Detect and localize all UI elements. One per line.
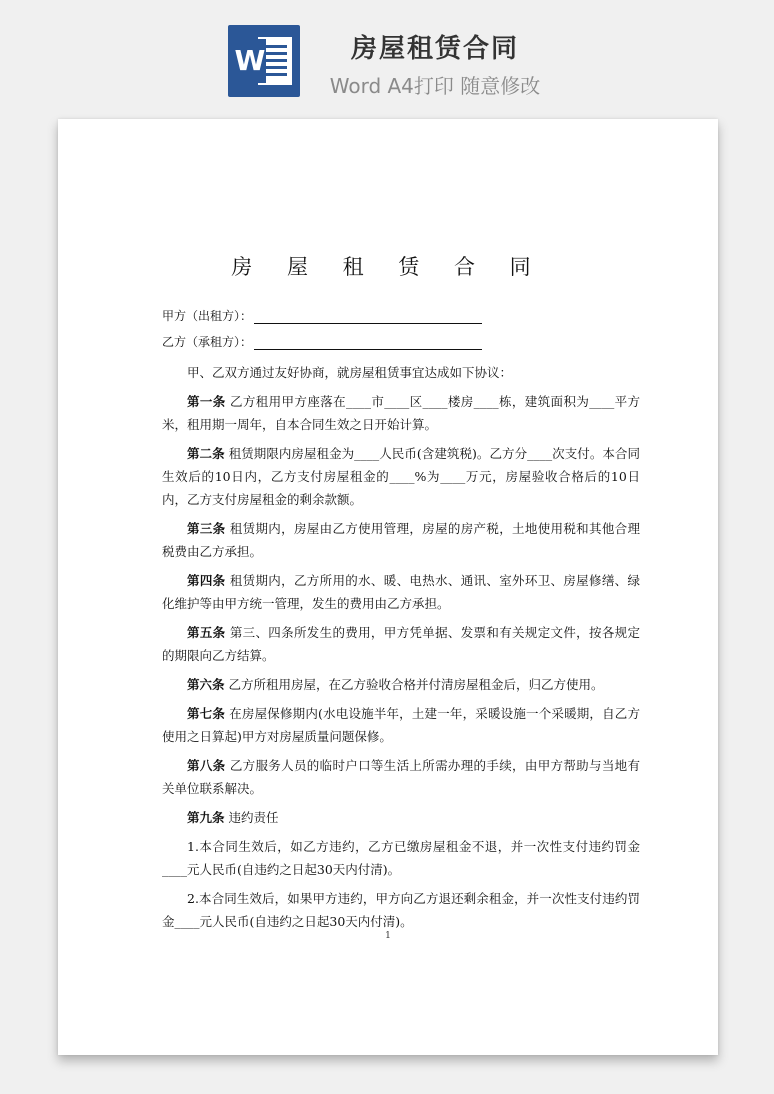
clause-7 — [162, 702, 640, 748]
item-2: 2.本合同生效后，如果甲方违约，甲方向乙方退还剩余租金，并一次性支付违约罚金____元人民币(自违约之日起30天内付清)。 — [162, 891, 640, 929]
party-b-blank — [254, 337, 482, 350]
clause-4 — [162, 569, 640, 615]
header-subtitle: Word A4打印 随意修改 — [329, 74, 541, 98]
clause-text: 租赁期内，房屋由乙方使用管理，房屋的房产税，土地使用税和其他合理税费由乙方承担。 — [162, 521, 640, 559]
intro-paragraph: 甲、乙双方通过友好协商，就房屋租赁事宜达成如下协议： — [187, 365, 513, 380]
clause-3 — [162, 517, 640, 563]
clause-9 — [162, 806, 640, 829]
party-a-blank — [254, 311, 482, 324]
page-number: 1 — [385, 931, 391, 941]
clause-label: 第三条 — [187, 521, 226, 536]
clause-text: 乙方服务人员的临时户口等生活上所需办理的手续，由甲方帮助与当地有关单位联系解决。 — [162, 758, 640, 796]
clause-2 — [162, 442, 640, 511]
clause-label: 第七条 — [187, 706, 226, 721]
document-title: 房 屋 租 赁 合 同 — [231, 255, 545, 279]
party-a-label: 甲方（出租方）： — [162, 309, 253, 323]
word-icon — [228, 25, 300, 97]
clause-8 — [162, 754, 640, 800]
clause-text: 乙方租用甲方座落在____市____区____楼房____栋，建筑面积为____平方米，租用期一周年，自本合同生效之日开始计算。 — [162, 394, 640, 432]
clause-6 — [162, 673, 640, 696]
clause-text: 乙方所租用房屋，在乙方验收合格并付清房屋租金后，归乙方使用。 — [228, 677, 604, 692]
clause-label: 第二条 — [187, 446, 225, 461]
clause-text: 租赁期限内房屋租金为____人民币(含建筑税)。乙方分____次支付。本合同生效后的10日内，乙方支付房屋租金的____%为____万元，房屋验收合格后的10日内，乙方支付房屋租金的剩余款额。 — [162, 446, 640, 507]
clause-label: 第九条 — [187, 810, 225, 825]
clause-label: 第一条 — [187, 394, 226, 409]
clause-label: 第四条 — [187, 573, 226, 588]
item-1: 1.本合同生效后，如乙方违约，乙方已缴房屋租金不退，并一次性支付违约罚金____元人民币(自违约之日起30天内付清)。 — [162, 839, 640, 877]
clause-label: 第六条 — [187, 677, 225, 692]
party-b-row — [162, 333, 482, 350]
clause-label: 第八条 — [187, 758, 226, 773]
clause-text: 第三、四条所发生的费用，甲方凭单据、发票和有关规定文件，按各规定的期限向乙方结算。 — [162, 625, 640, 663]
clause-5 — [162, 621, 640, 667]
clause-label: 第五条 — [187, 625, 226, 640]
party-a-row — [162, 307, 482, 324]
word-icon-letter: W — [234, 39, 266, 83]
clause-text: 在房屋保修期内(水电设施半年，土建一年，采暖设施一个采暖期，自乙方使用之日算起)甲方对房屋质量问题保修。 — [162, 706, 640, 744]
clause-text: 租赁期内，乙方所用的水、暖、电热水、通讯、室外环卫、房屋修缮、绿化维护等由甲方统一管理，发生的费用由乙方承担。 — [162, 573, 640, 611]
header — [0, 0, 774, 110]
document-page — [58, 119, 718, 1055]
contract-body — [162, 361, 640, 939]
clause-text: 违约责任 — [228, 810, 279, 825]
clause-1 — [162, 390, 640, 436]
header-title: 房屋租赁合同 — [350, 34, 519, 64]
party-b-label: 乙方（承租方）： — [162, 335, 253, 349]
